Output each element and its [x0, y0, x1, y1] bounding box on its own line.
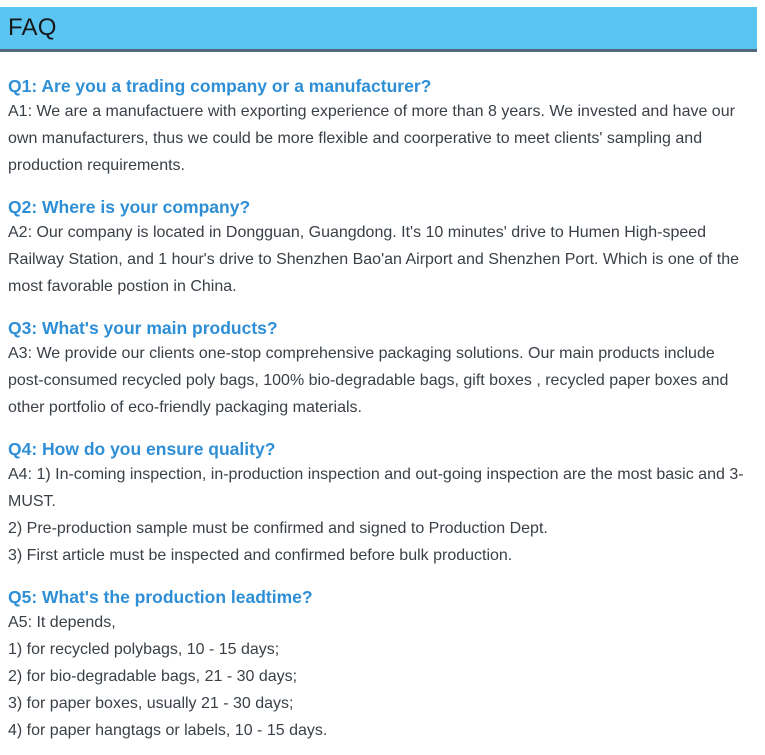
faq-item-q5: [8, 585, 753, 744]
faq-question-q3: Q3: What's your main products?: [8, 318, 278, 338]
faq-answer-q5-line-4: 3) for paper boxes, usually 21 - 30 days;: [8, 695, 294, 712]
faq-answer-q4-line-2: 2) Pre-production sample must be confirmed and signed to Production Dept.: [8, 520, 548, 537]
faq-item-q3: [8, 316, 753, 421]
faq-answer-q5-line-1: A5: It depends,: [8, 614, 116, 631]
faq-item-q4: [8, 437, 753, 569]
faq-question-q5: Q5: What's the production leadtime?: [8, 587, 313, 607]
faq-answer-q5-line-2: 1) for recycled polybags, 10 - 15 days;: [8, 641, 280, 658]
faq-answer-q5-line-5: 4) for paper hangtags or labels, 10 - 15 days.: [8, 722, 328, 739]
faq-answer-q1: A1: We are a manufactuere with exporting experience of more than 8 years. We invested and have our own manufacturers, thus we could be more flexible and coorperative to meet clients' sampling and production requirements.: [8, 103, 735, 174]
faq-section-title: FAQ: [8, 14, 57, 41]
faq-answer-q3: A3: We provide our clients one-stop comprehensive packaging solutions. Our main products include post-consumed recycled poly bags, 100% bio-degradable bags, gift boxes , recycled paper boxes and other portfolio of eco-friendly packaging materials.: [8, 345, 729, 416]
faq-question-q4: Q4: How do you ensure quality?: [8, 439, 276, 459]
faq-answer-q5-line-3: 2) for bio-degradable bags, 21 - 30 days;: [8, 668, 298, 685]
faq-content: [0, 52, 765, 744]
faq-section-header: [0, 7, 757, 52]
faq-item-q1: [8, 74, 753, 179]
faq-answer-q2: A2: Our company is located in Dongguan, Guangdong. It's 10 minutes' drive to Humen High-speed Railway Station, and 1 hour's drive to Shenzhen Bao'an Airport and Shenzhen Port. Which is one of the most favorable postion in China.: [8, 224, 739, 295]
faq-item-q2: [8, 195, 753, 300]
faq-question-q2: Q2: Where is your company?: [8, 197, 251, 217]
faq-answer-q4-line-3: 3) First article must be inspected and confirmed before bulk production.: [8, 547, 513, 564]
faq-answer-q4-line-1: A4: 1) In-coming inspection, in-production inspection and out-going inspection are the most basic and 3-MUST.: [8, 466, 744, 510]
faq-question-q1: Q1: Are you a trading company or a manufacturer?: [8, 76, 432, 96]
